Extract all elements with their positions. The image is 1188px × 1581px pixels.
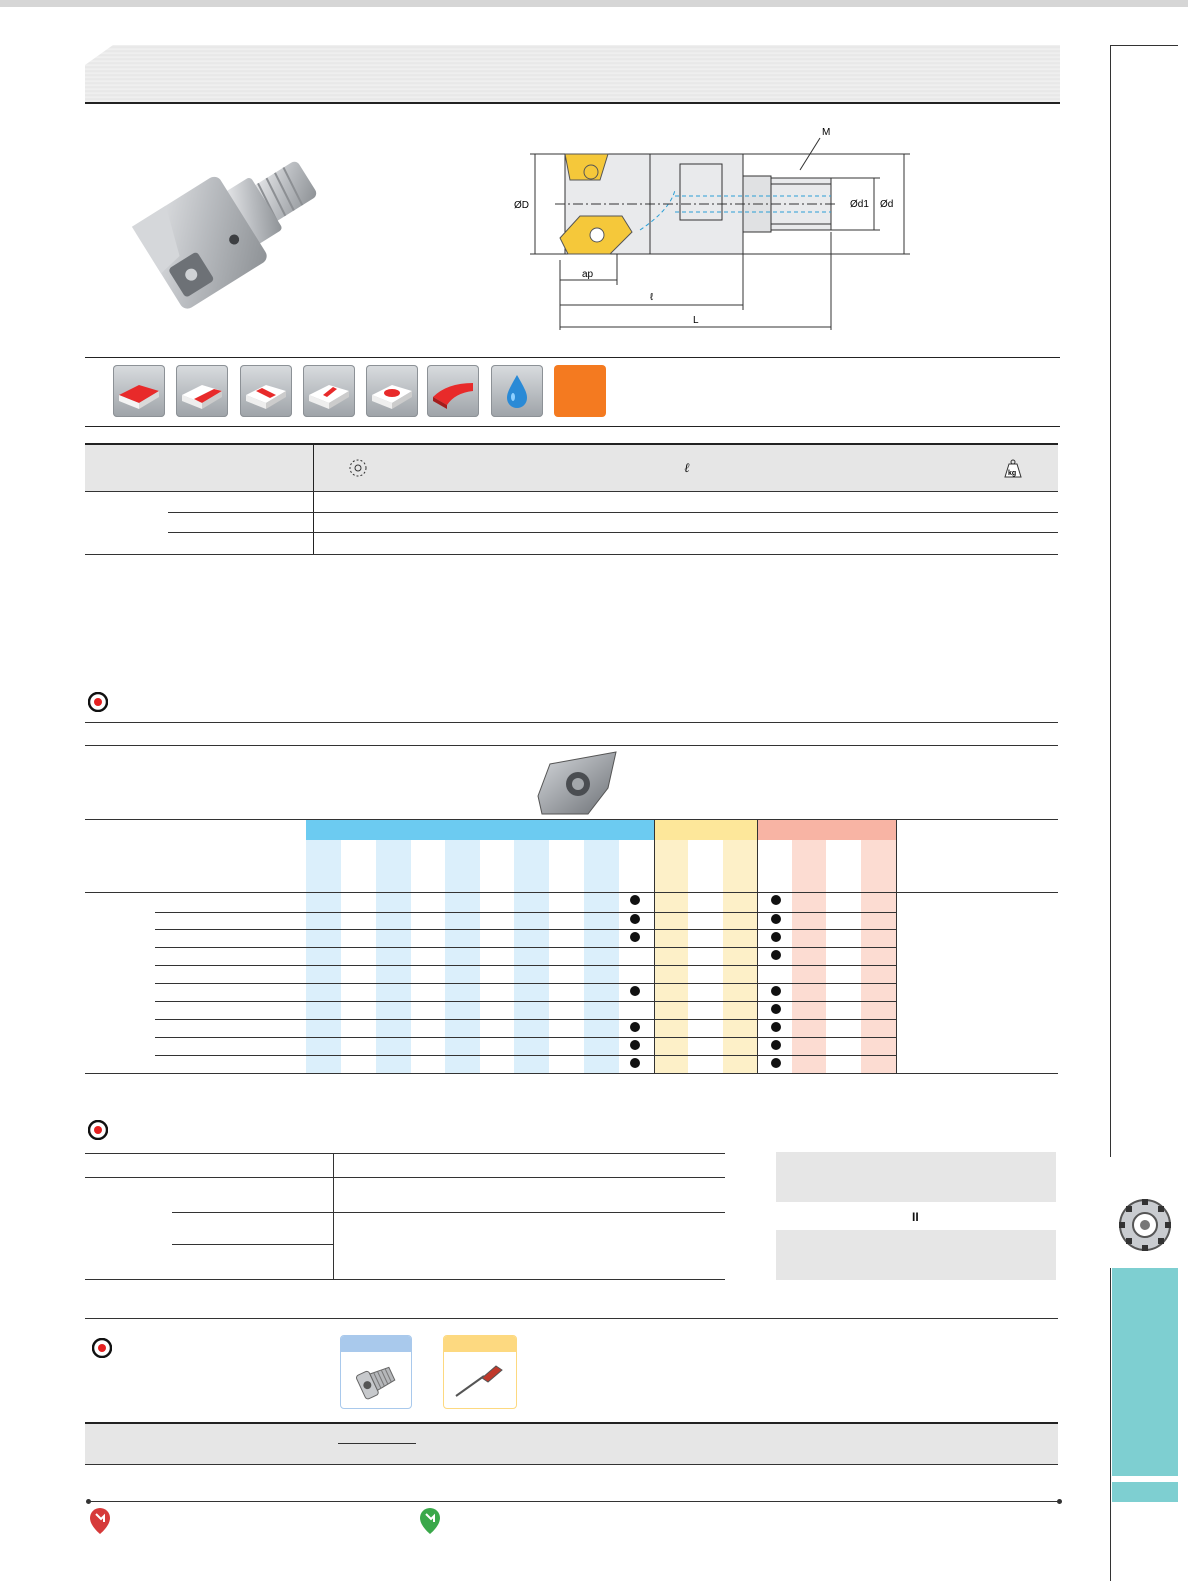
- yellow-band: [655, 820, 757, 840]
- section-target-icon: [92, 1338, 112, 1358]
- group-divider: [896, 820, 897, 1073]
- profile-icon: [427, 365, 479, 417]
- availability-dot-s: [771, 895, 781, 905]
- face-milling-icon: [113, 365, 165, 417]
- bottom-nav-rule: [88, 1501, 1060, 1502]
- spec-table-header: [85, 445, 1058, 491]
- dim-label-neck-length: ℓ: [650, 292, 654, 303]
- dim-label-thread: M: [822, 127, 831, 138]
- end-mill-product-photo: [120, 130, 360, 330]
- slotting-icon: [240, 365, 292, 417]
- availability-dot-s: [771, 914, 781, 924]
- note-box-bottom: [776, 1230, 1056, 1280]
- footer-table-bottom-rule: [85, 1464, 1058, 1465]
- next-page-icon[interactable]: [418, 1506, 442, 1536]
- spare-part-screw[interactable]: [340, 1335, 412, 1409]
- conditions-bottom-rule: [85, 1279, 725, 1280]
- spare-part-driver[interactable]: [443, 1335, 517, 1409]
- grid-row-rule: [155, 1055, 896, 1056]
- spec-row-rule-2: [168, 512, 1058, 513]
- dim-label-shank-diameter: Ød: [880, 199, 894, 210]
- pink-band: [758, 820, 896, 840]
- weight-unit-label: kg: [1008, 470, 1017, 477]
- spec-row-rule-1: [85, 491, 1058, 492]
- availability-dot-s: [771, 1040, 781, 1050]
- blue-col: [445, 840, 480, 1073]
- availability-dot-p: [630, 1040, 640, 1050]
- section-target-icon: [88, 692, 108, 712]
- title-underline: [85, 102, 1060, 104]
- insert-photo: [528, 748, 622, 818]
- blue-col: [584, 840, 619, 1073]
- side-index-frame: [1110, 45, 1178, 1157]
- grid-row-rule: [155, 965, 896, 966]
- blue-band: [306, 820, 654, 840]
- spec-row-rule-4: [85, 554, 1058, 555]
- conditions-header-rule: [85, 1177, 725, 1178]
- conditions-row-rule: [172, 1244, 333, 1245]
- spec-header-length: ℓ: [684, 460, 690, 475]
- blue-col: [306, 840, 341, 1073]
- section-target-icon: [88, 1120, 108, 1140]
- insert-count-icon: [348, 458, 368, 478]
- side-index-tab-small[interactable]: [1112, 1482, 1178, 1502]
- comparison-symbol: II: [912, 1210, 919, 1224]
- grid-row-rule: [155, 1001, 896, 1002]
- dim-label-depth-of-cut: ap: [582, 269, 594, 280]
- availability-dot-p: [630, 914, 640, 924]
- dim-label-total-length: L: [693, 315, 699, 326]
- grade-tile-icon: [554, 365, 606, 417]
- pocket-icon: [366, 365, 418, 417]
- shoulder-milling-icon: [176, 365, 228, 417]
- previous-page-icon[interactable]: [88, 1506, 112, 1536]
- grid-header-rule: [85, 892, 1058, 893]
- bottom-nav-dot: [1057, 1499, 1062, 1504]
- availability-dot-p: [630, 1058, 640, 1068]
- grid-row-rule: [155, 1019, 896, 1020]
- availability-dot-s: [771, 932, 781, 942]
- top-bar: [0, 0, 1188, 7]
- spec-row-rule-3: [168, 532, 1058, 533]
- grid-bottom-rule: [85, 1073, 1058, 1074]
- availability-dot-s: [771, 1022, 781, 1032]
- availability-dot-s: [771, 1004, 781, 1014]
- yellow-col: [655, 840, 688, 1073]
- plunge-icon: [303, 365, 355, 417]
- dimension-diagram: [500, 120, 920, 340]
- pink-col: [792, 840, 826, 1073]
- conditions-top-rule: [85, 1153, 725, 1154]
- grid-row-rule: [155, 1037, 896, 1038]
- grid-row-rule: [155, 912, 896, 913]
- bottom-nav-dot: [86, 1499, 91, 1504]
- coolant-icon: [491, 365, 543, 417]
- grid-row-rule: [155, 929, 896, 930]
- footer-underline: [338, 1443, 416, 1444]
- note-box-top: [776, 1152, 1056, 1202]
- footer-table-header: [85, 1424, 1058, 1464]
- availability-dot-s: [771, 950, 781, 960]
- availability-dot-p: [630, 986, 640, 996]
- availability-dot-p: [630, 932, 640, 942]
- blue-col: [514, 840, 549, 1073]
- side-index-tab[interactable]: [1112, 1268, 1178, 1476]
- conditions-divider: [333, 1153, 334, 1279]
- spec-table-divider: [313, 445, 314, 554]
- conditions-row-rule: [172, 1212, 725, 1213]
- availability-dot-p: [630, 895, 640, 905]
- dim-label-outer-diameter: ØD: [514, 200, 529, 211]
- grid-row-rule: [155, 947, 896, 948]
- insert-section-rule: [85, 722, 1058, 723]
- spare-parts-rule: [85, 1318, 1058, 1319]
- title-banner: [85, 45, 1060, 102]
- face-mill-thumbnail-icon[interactable]: [1116, 1196, 1174, 1254]
- weight-icon: [1000, 457, 1026, 479]
- blue-col: [376, 840, 411, 1073]
- availability-dot-s: [771, 1058, 781, 1068]
- screwdriver-icon: [444, 1352, 516, 1408]
- yellow-col: [723, 840, 757, 1073]
- dim-label-bore-diameter: Ød1: [850, 199, 869, 210]
- availability-dot-p: [630, 1022, 640, 1032]
- icon-strip-top-rule: [85, 357, 1060, 358]
- pink-col: [861, 840, 896, 1073]
- grid-row-rule: [155, 983, 896, 984]
- insert-table-top-rule: [85, 745, 1058, 746]
- icon-strip-bottom-rule: [85, 426, 1060, 427]
- screw-icon: [341, 1352, 411, 1408]
- availability-dot-s: [771, 986, 781, 996]
